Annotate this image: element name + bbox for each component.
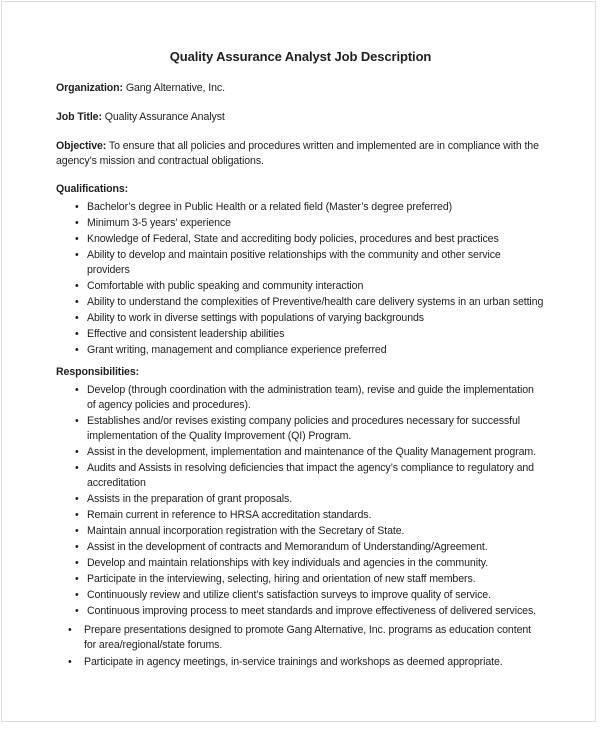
responsibilities-list-outdented — [56, 623, 545, 670]
bullet-item: • Minimum 3-5 years’ experience — [56, 216, 545, 231]
field-organization — [56, 81, 545, 96]
bullet-item: • Participate in agency meetings, in-service trainings and workshops as deemed appropriate. — [56, 655, 545, 670]
bullet-item: • Bachelor’s degree in Public Health or a related field (Master’s degree preferred) — [56, 200, 545, 215]
bullet-item: • Audits and Assists in resolving deficiencies that impact the agency’s compliance to regulatory and accreditation — [56, 461, 545, 491]
bullet-item: • Establishes and/or revises existing company policies and procedures necessary for successful implementation of the Quality Improvement (QI) Program. — [56, 414, 545, 444]
bullet-item: • Knowledge of Federal, State and accrediting body policies, procedures and best practices — [56, 232, 545, 247]
bullet-item: • Ability to work in diverse settings with populations of varying backgrounds — [56, 311, 545, 326]
job-title-value: Quality Assurance Analyst — [104, 111, 225, 123]
bullet-item: • Assists in the preparation of grant proposals. — [56, 492, 545, 507]
bullet-item: • Assist in the development, implementation and maintenance of the Quality Management program. — [56, 445, 545, 460]
bullet-item: • Prepare presentations designed to promote Gang Alternative, Inc. programs as education content for area/regional/state forums. — [56, 623, 545, 653]
bullet-item: • Grant writing, management and compliance experience preferred — [56, 343, 545, 358]
field-job-title — [56, 110, 545, 125]
qualifications-heading: Qualifications: — [56, 183, 129, 195]
bullet-item: • Remain current in reference to HRSA accreditation standards. — [56, 508, 545, 523]
bullet-item: • Comfortable with public speaking and community interaction — [56, 279, 545, 294]
responsibilities-list — [56, 383, 545, 619]
bullet-item: • Effective and consistent leadership abilities — [56, 327, 545, 342]
job-title-label: Job Title: — [56, 111, 102, 123]
responsibilities-heading: Responsibilities: — [56, 366, 140, 378]
bullet-item: • Participate in the interviewing, selecting, hiring and orientation of new staff members. — [56, 572, 545, 587]
organization-value: Gang Alternative, Inc. — [125, 82, 225, 94]
document-title: Quality Assurance Analyst Job Description — [169, 49, 432, 64]
organization-label: Organization: — [56, 82, 123, 94]
objective-label: Objective: — [56, 140, 107, 152]
bullet-item: • Continuously review and utilize client’s satisfaction surveys to improve quality of service. — [56, 588, 545, 603]
field-objective — [56, 139, 545, 169]
objective-value: To ensure that all policies and procedures written and implemented are in compliance with the agency’s mission and contractual obligations. — [56, 140, 539, 167]
bullet-item: • Ability to understand the complexities of Preventive/health care delivery systems in an urban setting — [56, 295, 545, 310]
bullet-item: • Assist in the development of contracts and Memorandum of Understanding/Agreement. — [56, 540, 545, 555]
bullet-item: • Develop and maintain relationships with key individuals and agencies in the community. — [56, 556, 545, 571]
bullet-item: • Continuous improving process to meet standards and improve effectiveness of delivered services. — [56, 604, 545, 619]
bullet-item: • Maintain annual incorporation registration with the Secretary of State. — [56, 524, 545, 539]
bullet-item: • Ability to develop and maintain positive relationships with the community and other service providers — [56, 248, 545, 278]
qualifications-list — [56, 200, 545, 358]
bullet-item: • Develop (through coordination with the administration team), revise and guide the implementation of agency policies and procedures). — [56, 383, 545, 413]
